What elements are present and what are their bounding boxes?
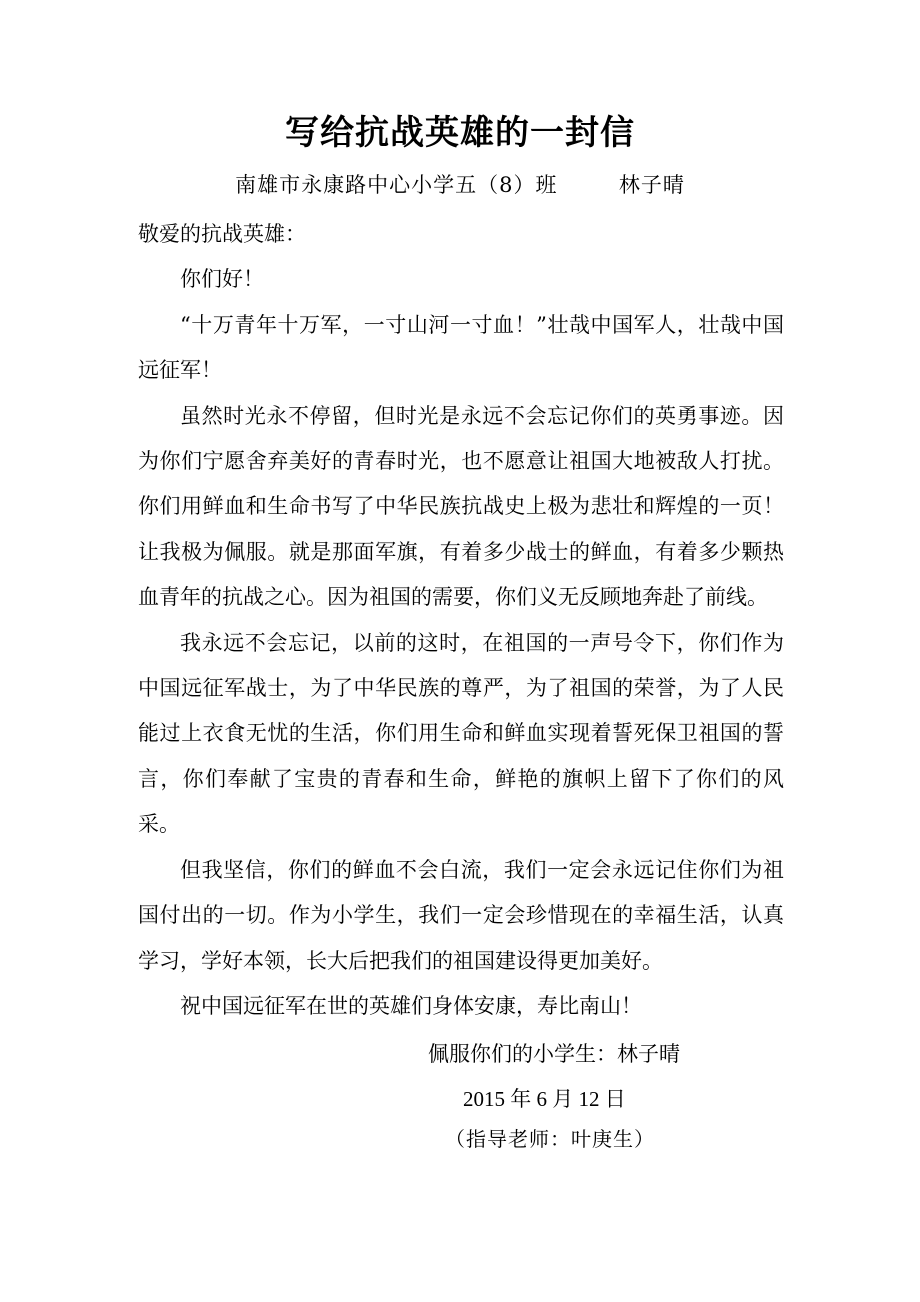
author-byline: 南雄市永康路中心小学五（8）班 林子晴 bbox=[235, 173, 685, 197]
letter-body bbox=[138, 212, 784, 1029]
blessing-paragraph: 祝中国远征军在世的英雄们身体安康，寿比南山！ bbox=[180, 993, 642, 1018]
salutation: 敬爱的抗战英雄： bbox=[138, 222, 306, 246]
teacher-note: （指导老师：叶庚生） bbox=[445, 1127, 655, 1151]
quote-paragraph: “十万青年十万军，一寸山河一寸血！”壮哉中国军人，壮哉中国远征军！ bbox=[138, 312, 784, 383]
memory-paragraph: 我永远不会忘记，以前的这时，在祖国的一声号令下，你们作为中国远征军战士，为了中华民族的尊严，为了祖国的荣誉，为了人民能过上衣食无忧的生活，你们用生命和鲜血实现着誓死保卫祖国的誓言，你们奉献了宝贵的青春和生命，鲜艳的旗帜上留下了你们的风采。 bbox=[138, 630, 784, 837]
letter-date: 2015 年 6 月 12 日 bbox=[463, 1087, 626, 1111]
belief-paragraph: 但我坚信，你们的鲜血不会白流，我们一定会永远记住你们为祖国付出的一切。作为小学生，我们一定会珍惜现在的幸福生活，认真学习，学好本领，长大后把我们的祖国建设得更加美好。 bbox=[138, 857, 784, 973]
deeds-paragraph: 虽然时光永不停留，但时光是永远不会忘记你们的英勇事迹。因为你们宁愿舍弃美好的青春时光，也不愿意让祖国大地被敌人打扰。你们用鲜血和生命书写了中华民族抗战史上极为悲壮和辉煌的一页！让我极为佩服。就是那面军旗，有着多少战士的鲜血，有着多少颗热血青年的抗战之心。因为祖国的需要，你们义无反顾地奔赴了前线。 bbox=[138, 403, 784, 610]
greeting-paragraph: 你们好！ bbox=[180, 267, 264, 292]
signoff: 佩服你们的小学生：林子晴 bbox=[428, 1042, 680, 1066]
letter-title: 写给抗战英雄的一封信 bbox=[285, 113, 635, 153]
